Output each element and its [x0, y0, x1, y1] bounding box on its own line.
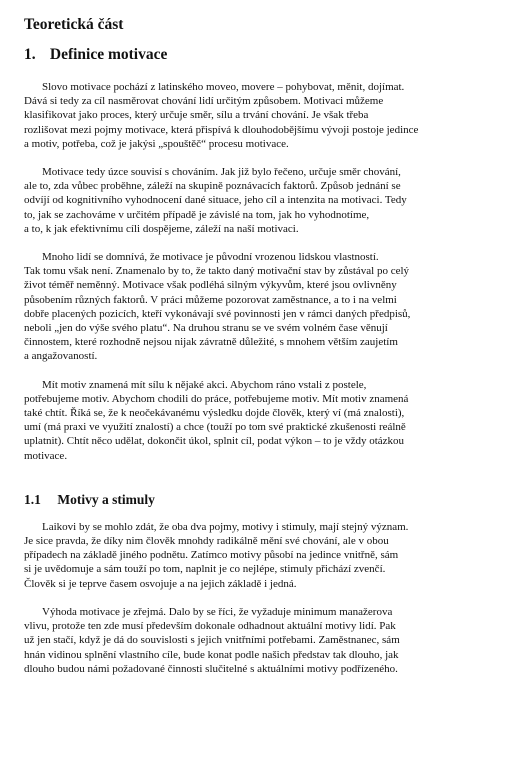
section-number: 1.1: [24, 491, 41, 507]
paragraph-line: Slovo motivace pochází z latinského moveo, movere – pohybovat, měnit, dojímat.: [42, 81, 405, 93]
paragraph-line: Mnoho lidí se domnívá, že motivace je původní vrozenou lidskou vlastností.: [42, 251, 379, 264]
page-title: Teoretická část: [24, 16, 124, 33]
paragraph-line: život téměř neměnný. Motivace však podléhá silným výkyvům, které jsou ovlivněny: [24, 279, 397, 292]
section-body: [24, 520, 478, 676]
paragraph-line: činnostem, které rozhodně nejsou nijak závratně důležité, s mnohem větším zaujetím: [24, 336, 398, 349]
paragraph-line: vlivu, protože ten zde musí především dokonale odhadnout aktuální motivy lidí. Pak: [24, 620, 396, 633]
paragraph: [24, 520, 478, 591]
paragraph: [24, 605, 478, 676]
paragraph-line: to, jak se zachováme v určitém případě je závislé na tom, jak ho vyhodnotíme,: [24, 208, 370, 221]
paragraph-line: už jen stačí, když je dá do souvislosti s jejich vnitřními potřebami. Zaměstnanec, sám: [24, 634, 400, 647]
paragraph-line: Tak tomu však není. Znamenalo by to, že takto daný motivační stav by zůstával po celý: [24, 265, 410, 278]
chapter-body: [24, 80, 478, 463]
chapter-heading: [24, 46, 478, 64]
chapter-title: Definice motivace: [49, 46, 168, 63]
paragraph-line: motivace.: [24, 449, 68, 462]
paragraph-line: Motivace tedy úzce souvisí s chováním. Jak již bylo řečeno, určuje směr chování,: [42, 166, 401, 179]
chapter-number: 1.: [24, 46, 36, 63]
paragraph-line: ale to, zda vůbec proběhne, záleží na skupině poznávacích faktorů. Způsob jednání se: [24, 180, 401, 193]
paragraph-line: klasifikovat jako proces, který určuje směr, sílu a trvání chování. Je však třeba: [24, 109, 369, 122]
paragraph-line: a angažovaností.: [24, 350, 98, 363]
section-title: Motivy a stimuly: [57, 491, 155, 507]
paragraph-line: hnán vidinou splnění vlastního cíle, bude konat podle našich představ tak dlouho, jak: [24, 648, 399, 661]
paragraph-line: neboli „jen do výše svého platu“. Na druhou stranu se ve svém volném čase věnují: [24, 322, 388, 335]
paragraph-line: Dává si tedy za cíl nasměrovat chování lidí určitým způsobem. Motivaci můžeme: [24, 95, 384, 108]
paragraph-line: také chtít. Říká se, že k neočekávanému výsledku dojde člověk, který ví (má znalosti),: [24, 407, 405, 420]
paragraph: [24, 378, 478, 463]
paragraph-line: Laikovi by se mohlo zdát, že oba dva pojmy, motivy i stimuly, mají stejný význam.: [42, 520, 409, 533]
paragraph-line: potřebujeme motiv. Abychom chodili do práce, potřebujeme motiv. Mít motiv znamená: [24, 392, 409, 405]
paragraph-line: a to, k jak efektivnímu cíli dospějeme, záleží na naší motivaci.: [24, 222, 299, 235]
paragraph-line: uplatnit). Chtít něco udělat, dokončit úkol, splnit cíl, podat výkon – to je vždy otázkou: [24, 435, 405, 448]
paragraph-line: případech na základě jiného podnětu. Zatímco motivy působí na jedince vnitřně, sám: [24, 549, 399, 562]
section-heading: [24, 492, 478, 508]
paragraph-line: rozlišovat mezi pojmy motivace, která přispívá k dlouhodobějšímu vývoji postoje jedince: [24, 123, 419, 136]
paragraph-line: Člověk si je teprve časem osvojuje a na jejich základě i jedná.: [24, 577, 297, 590]
paragraph-line: působením různých faktorů. V práci můžeme pozorovat zaměstnance, a to i na velmi: [24, 293, 397, 306]
paragraph-line: Je sice pravda, že díky nim člověk mnohdy radikálně mění své chování, ale v obou: [24, 535, 389, 548]
paragraph-line: Mít motiv znamená mít sílu k nějaké akci. Abychom ráno vstali z postele,: [42, 378, 367, 391]
paragraph-line: dlouho budou námi požadované činnosti slučitelné s aktuálními motivy podřízeného.: [24, 662, 398, 675]
paragraph-line: a motiv, potřeba, což je jakýsi „spouštěč“ procesu motivace.: [24, 137, 289, 150]
paragraph-line: dobře placených pozicích, kteří vykonávají své povinnosti jen v rámci daných předpisů,: [24, 307, 411, 320]
paragraph: [24, 165, 478, 236]
paragraph-line: odvíjí od kognitivního vyhodnocení dané situace, jeho cíl a intenzita na motivaci. Tedy: [24, 194, 407, 207]
paragraph: [24, 250, 478, 364]
paragraph: [24, 80, 478, 151]
paragraph-line: si je uvědomuje a sám touží po tom, naplnit je co nejlépe, stimuly přichází zvenčí.: [24, 563, 386, 576]
paragraph-line: umí (má praxi ve využití znalostí) a chce (touží po tom své praktické zkušenosti reálně: [24, 421, 406, 434]
paragraph-line: Výhoda motivace je zřejmá. Dalo by se říci, že vyžaduje minimum manažerova: [42, 605, 393, 618]
